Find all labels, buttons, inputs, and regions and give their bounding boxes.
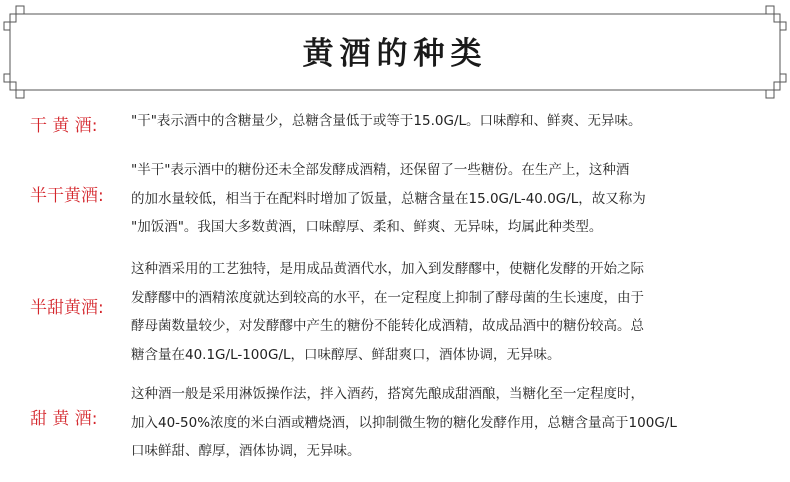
label-sweet-huangjiu: 甜 黄 酒: bbox=[30, 409, 98, 429]
desc-line: 的加水量较低，相当于在配料时增加了饭量，总糖含量在15.0G/L-40.0G/L，故又称为 bbox=[131, 190, 646, 207]
label-dry-huangjiu: 干 黄 酒: bbox=[30, 116, 98, 136]
desc-dry-huangjiu bbox=[131, 107, 771, 136]
desc-line: 这种酒一般是采用淋饭操作法，拌入酒药，搭窝先酿成甜酒酿，当糖化至一定程度时， bbox=[131, 386, 644, 402]
desc-line: 这种酒采用的工艺独特，是用成品黄酒代水，加入到发酵醪中，使糖化发酵的开始之际 bbox=[131, 261, 644, 277]
desc-line: "加饭酒"。我国大多数黄酒，口味醇厚、柔和、鲜爽、无异味，均属此种类型。 bbox=[131, 219, 603, 235]
desc-line: "半干"表示酒中的糖份还未全部发酵成酒精，还保留了一些糖份。在生产上，这种酒 bbox=[131, 162, 630, 178]
label-semi-dry-huangjiu: 半干黄酒: bbox=[30, 186, 104, 206]
desc-line: 发酵醪中的酒精浓度就达到较高的水平，在一定程度上抑制了酵母菌的生长速度，由于 bbox=[131, 289, 644, 306]
desc-line: 酵母菌数量较少，对发酵醪中产生的糖份不能转化成酒精，故成品酒中的糖份较高。总 bbox=[131, 318, 644, 334]
desc-line: 糖含量在40.1G/L-100G/L，口味醇厚、鲜甜爽口，酒体协调，无异味。 bbox=[131, 346, 561, 363]
desc-semi-dry-huangjiu bbox=[131, 156, 771, 242]
desc-line: 加入40-50%浓度的米白酒或糟烧酒，以抑制微生物的糖化发酵作用，总糖含量高于100G/L bbox=[131, 414, 677, 431]
desc-line: "干"表示酒中的含糖量少，总糖含量低于或等于15.0G/L。口味醇和、鲜爽、无异味。 bbox=[131, 113, 642, 129]
desc-sweet-huangjiu bbox=[131, 380, 771, 466]
page-title: 黄酒的种类 bbox=[302, 36, 488, 72]
desc-semi-sweet-huangjiu bbox=[131, 255, 771, 369]
desc-line: 口味鲜甜、醇厚，酒体协调，无异味。 bbox=[131, 443, 361, 459]
label-semi-sweet-huangjiu: 半甜黄酒: bbox=[30, 298, 104, 318]
